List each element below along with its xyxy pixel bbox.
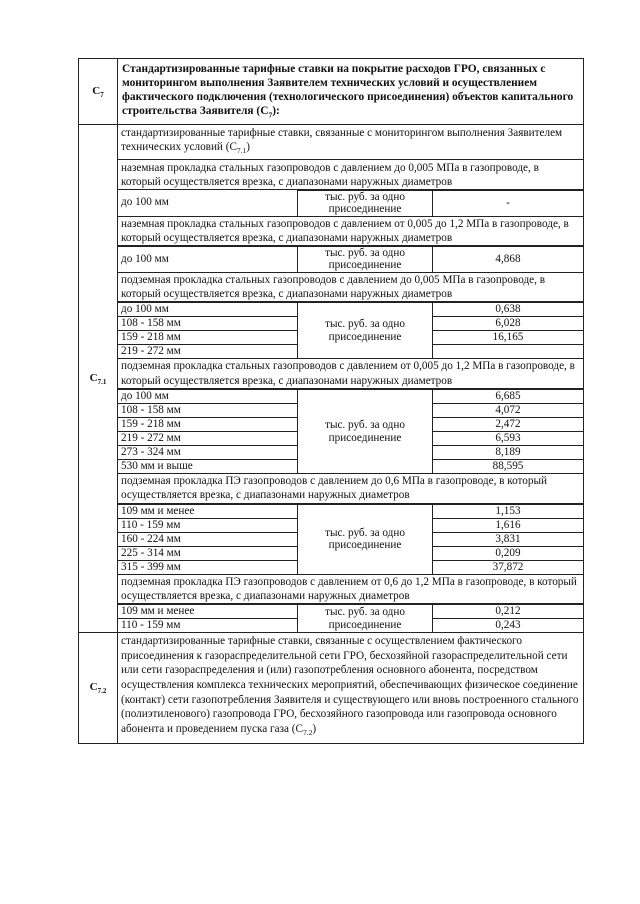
c71-content — [118, 125, 584, 633]
table-row — [118, 504, 584, 518]
diameter-range: 159 - 218 мм — [118, 418, 298, 432]
unit-label: тыс. руб. за одно присоединение — [298, 190, 433, 216]
tariff-value: 0,638 — [433, 303, 584, 317]
group-caption: наземная прокладка стальных газопроводов с давлением до 0,005 МПа в газопроводе, в который осуществляется врезка, с диапазонами наружных диаметров — [118, 160, 583, 190]
unit-label: тыс. руб. за одно присоединение — [298, 303, 433, 359]
tariff-value — [433, 345, 584, 359]
tariff-value: 16,165 — [433, 331, 584, 345]
diameter-range: до 100 мм — [118, 190, 298, 216]
group-rate-table — [117, 604, 584, 633]
diameter-range: до 100 мм — [118, 303, 298, 317]
diameter-range: 225 - 314 мм — [118, 546, 298, 560]
tariff-value: 88,595 — [433, 460, 584, 474]
c7-code: $С_7$ — [79, 59, 118, 125]
diameter-range: 273 - 324 мм — [118, 446, 298, 460]
diameter-range: 108 - 158 мм — [118, 404, 298, 418]
group-rate-table — [117, 389, 584, 474]
diameter-range: 219 - 272 мм — [118, 432, 298, 446]
table-row — [118, 190, 584, 216]
tariff-value: 8,189 — [433, 446, 584, 460]
tariff-document — [78, 58, 584, 744]
tariff-value: 4,072 — [433, 404, 584, 418]
diameter-range: 110 - 159 мм — [118, 518, 298, 532]
tariff-value: 6,685 — [433, 390, 584, 404]
table-row — [118, 390, 584, 404]
diameter-range: 109 мм и менее — [118, 605, 298, 619]
group-rate-table — [117, 504, 584, 575]
diameter-range: 159 - 218 мм — [118, 331, 298, 345]
diameter-range: до 100 мм — [118, 390, 298, 404]
diameter-range: 160 - 224 мм — [118, 532, 298, 546]
tariff-table — [78, 58, 584, 744]
group-rate-table — [117, 302, 584, 359]
diameter-range: 315 - 399 мм — [118, 560, 298, 574]
c71-groups — [118, 160, 583, 634]
c71-intro: стандартизированные тарифные ставки, связанные с мониторингом выполнения Заявителем технических условий $(С_{7.1})$ — [118, 125, 583, 159]
diameter-range: 530 мм и выше — [118, 460, 298, 474]
table-row — [118, 303, 584, 317]
c7-title: Стандартизированные тарифные ставки на покрытие расходов ГРО, связанных с мониторингом выполнения Заявителем технических условий и осуществлением фактического подключения (технологического присоединения) объектов капитального строительства Заявителя $(С_7)$: — [118, 59, 584, 125]
tariff-value: 37,872 — [433, 560, 584, 574]
group-caption: подземная прокладка ПЭ газопроводов с давлением от 0,6 до 1,2 МПа в газопроводе, в который осуществляется врезка, с диапазонами наружных диаметров — [118, 574, 583, 605]
table-row — [118, 605, 584, 619]
tariff-value: 0,212 — [433, 605, 584, 619]
group-rate-table — [117, 190, 584, 217]
tariff-value: 2,472 — [433, 418, 584, 432]
tariff-value: - — [433, 190, 584, 216]
group-caption: подземная прокладка стальных газопроводов с давлением от 0,005 до 1,2 МПа в газопроводе, в который осуществляется врезка, с диапазонами наружных диаметров — [118, 358, 583, 389]
group-caption: наземная прокладка стальных газопроводов с давлением от 0,005 до 1,2 МПа в газопроводе, в который осуществляется врезка, с диапазонами наружных диаметров — [118, 216, 583, 246]
unit-label: тыс. руб. за одно присоединение — [298, 504, 433, 574]
unit-label: тыс. руб. за одно присоединение — [298, 605, 433, 633]
c72-row — [79, 633, 584, 743]
tariff-value: 0,209 — [433, 546, 584, 560]
group-caption: подземная прокладка стальных газопроводов с давлением до 0,005 МПа в газопроводе, в который осуществляется врезка, с диапазонами наружных диаметров — [118, 272, 583, 303]
tariff-value: 1,616 — [433, 518, 584, 532]
diameter-range: 108 - 158 мм — [118, 317, 298, 331]
diameter-range: 109 мм и менее — [118, 504, 298, 518]
tariff-value: 4,868 — [433, 246, 584, 272]
c71-code: $С_{7.1}$ — [79, 125, 118, 633]
c72-text: стандартизированные тарифные ставки, связанные с осуществлением фактического присоединения к газораспределительной сети ГРО, бесхозяйной газораспределительной сети или сети газораспределения и (или) газопотребления основного абонента, посредством осуществления комплекса технических мероприятий, обеспечивающих физическое соединение (контакт) сети газопотребления Заявителя и существующего или вновь построенного стального (полиэтиленового) газопровода ГРО, бесхозяйного газопровода или газопровода основного абонента и проведением пуска газа $(С_{7.2})$ — [118, 633, 584, 743]
unit-label: тыс. руб. за одно присоединение — [298, 390, 433, 474]
c71-row — [79, 125, 584, 633]
tariff-value: 3,831 — [433, 532, 584, 546]
diameter-range: до 100 мм — [118, 246, 298, 272]
unit-label: тыс. руб. за одно присоединение — [298, 246, 433, 272]
table-row — [118, 246, 584, 272]
c7-row — [79, 59, 584, 125]
diameter-range: 219 - 272 мм — [118, 345, 298, 359]
tariff-value: 6,028 — [433, 317, 584, 331]
group-caption: подземная прокладка ПЭ газопроводов с давлением до 0,6 МПа в газопроводе, в который осуществляется врезка, с диапазонами наружных диаметров — [118, 473, 583, 504]
tariff-value: 0,243 — [433, 619, 584, 633]
tariff-value: 1,153 — [433, 504, 584, 518]
c72-code: $С_{7.2}$ — [79, 633, 118, 743]
diameter-range: 110 - 159 мм — [118, 619, 298, 633]
tariff-value: 6,593 — [433, 432, 584, 446]
group-rate-table — [117, 246, 584, 273]
